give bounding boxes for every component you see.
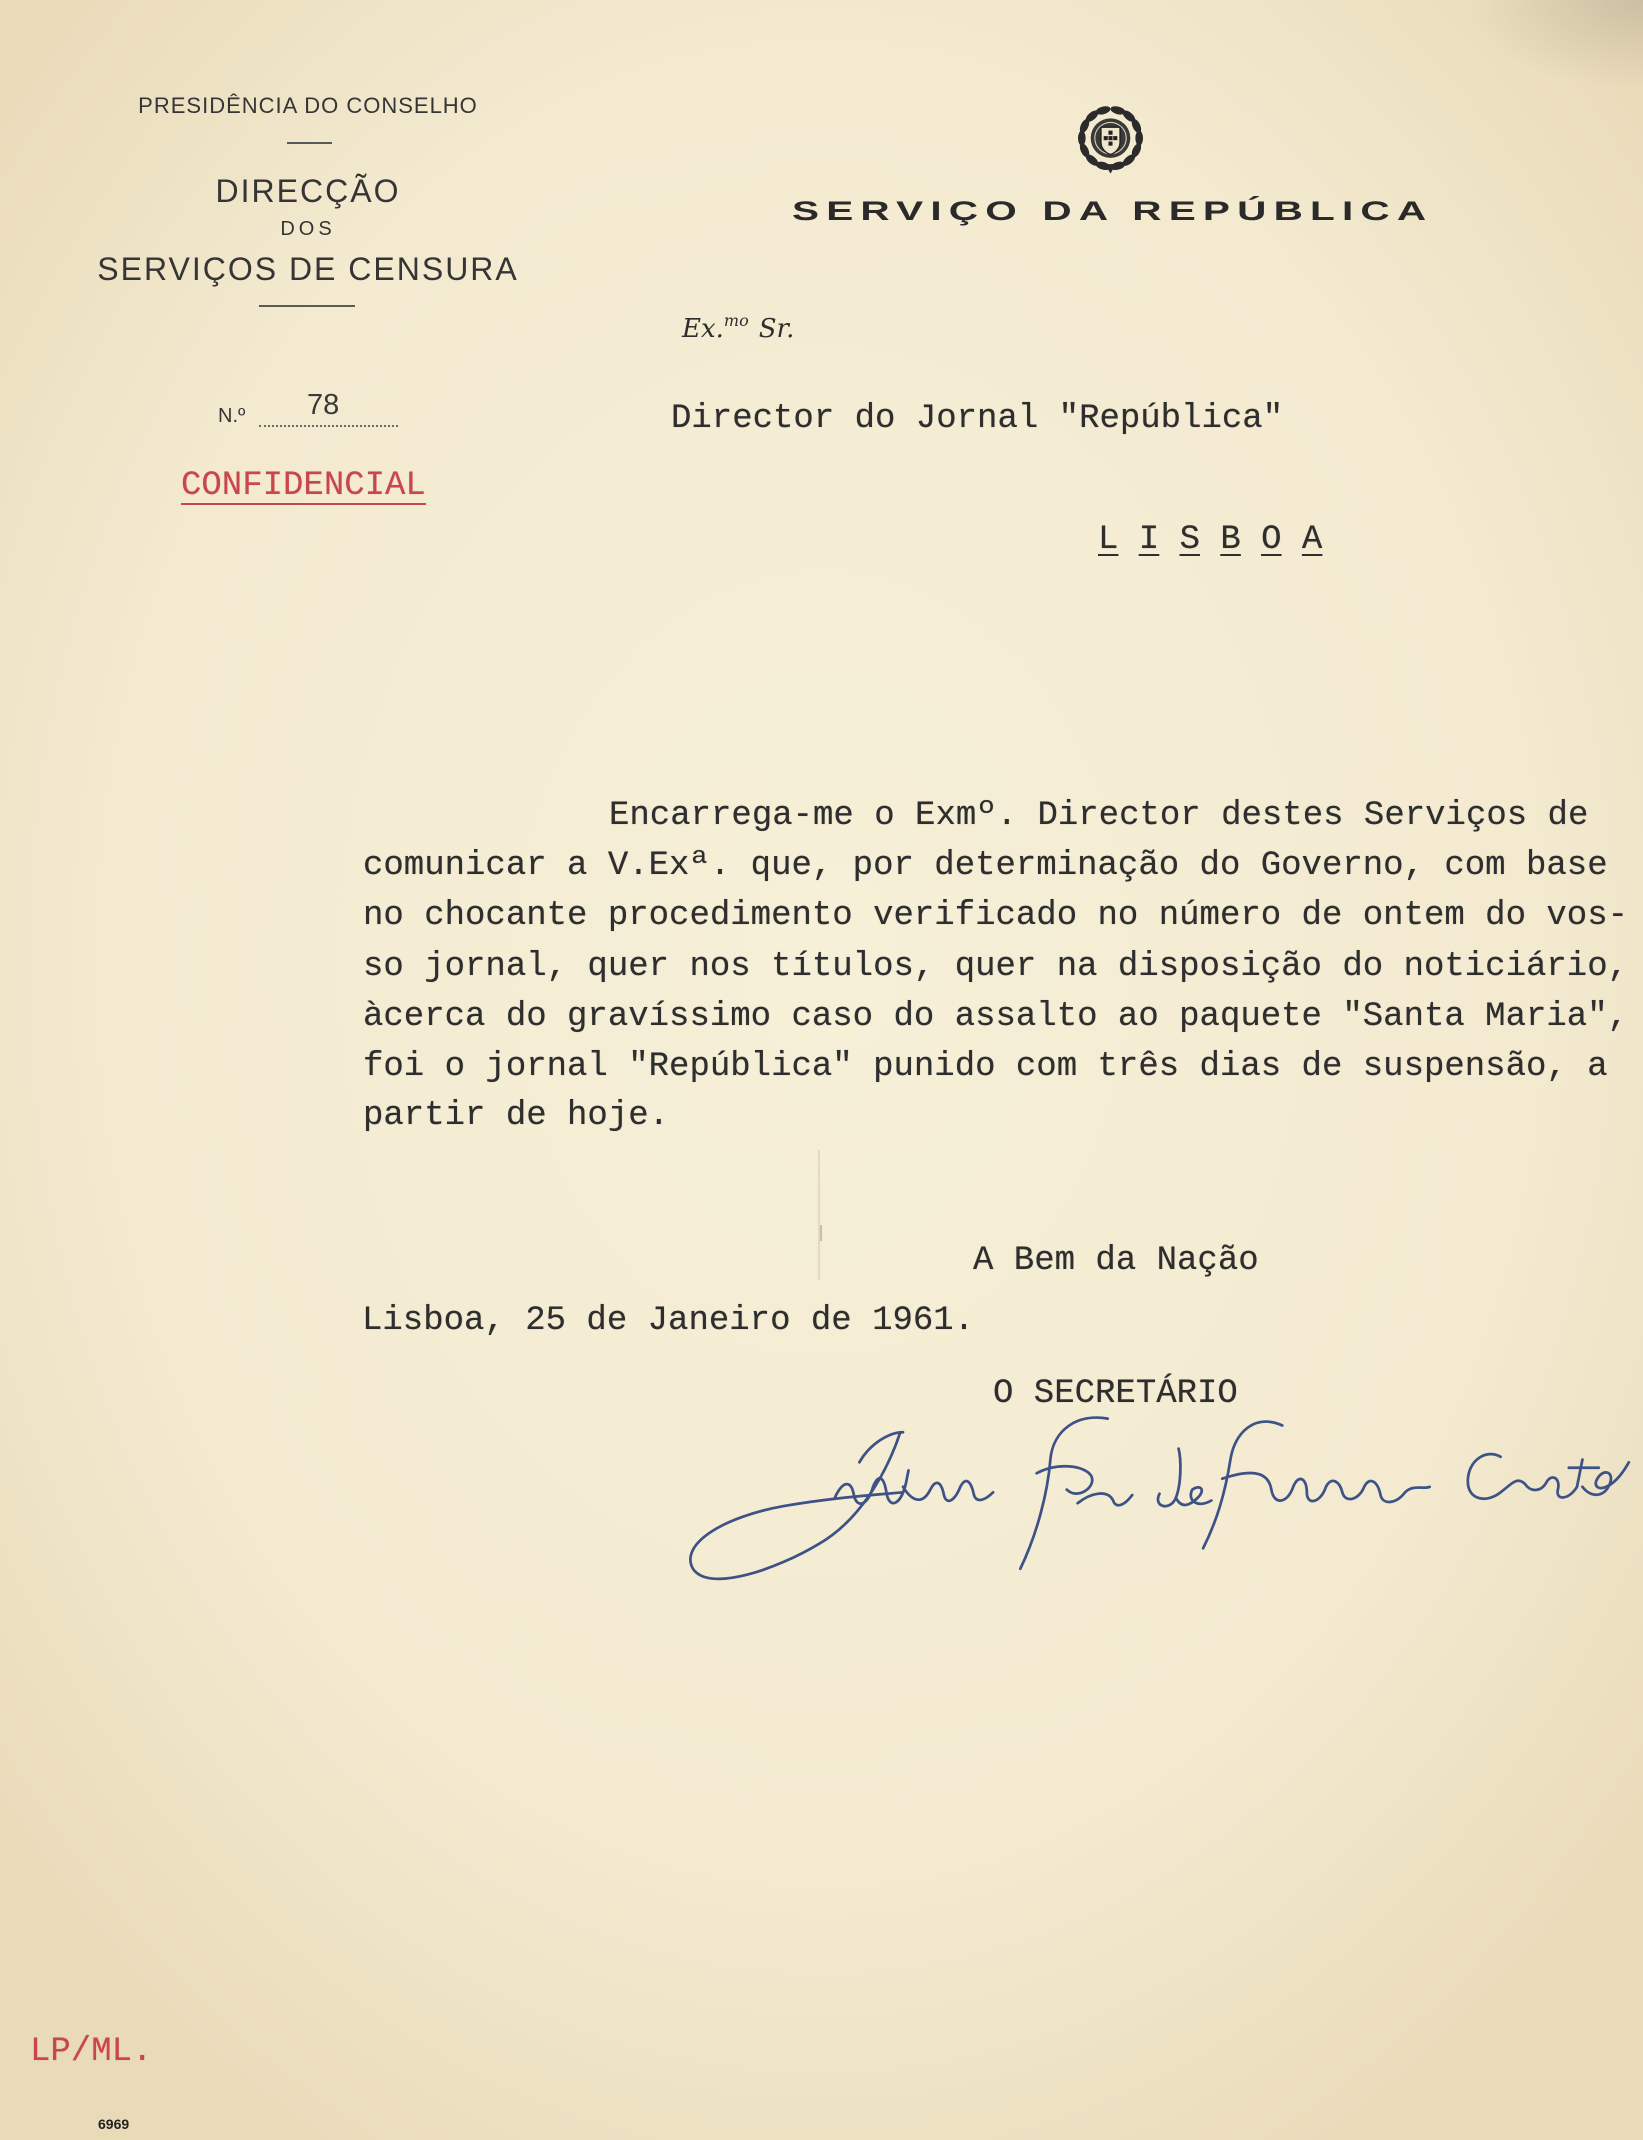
signature-stroke (690, 1432, 903, 1579)
emblem-quina (1108, 136, 1112, 140)
emblem-quina (1113, 136, 1117, 140)
signature-stroke (1203, 1422, 1429, 1549)
reference-number-value: 78 (307, 389, 340, 421)
print-code: 6969 (98, 2116, 130, 2132)
signature-stroke (1468, 1454, 1629, 1499)
salutation-superscript: mo (723, 311, 749, 330)
signature-stroke (859, 1432, 903, 1462)
body-line: Encarrega-me o Exmº. Director destes Serviços de (609, 797, 1589, 835)
city-letter: S (1179, 521, 1200, 559)
letterhead-divider-bottom (259, 305, 355, 307)
city-letter: L (1098, 521, 1119, 559)
signature-ink (690, 1418, 1628, 1579)
city-letter: A (1301, 521, 1323, 559)
closing-motto: A Bem da Nação (973, 1242, 1259, 1280)
signature-stroke (1020, 1418, 1132, 1569)
addressee-name: Director do Jornal "República" (671, 400, 1284, 438)
salutation-prefix: Ex. (682, 314, 724, 344)
confidential-stamp: CONFIDENCIAL (181, 467, 426, 505)
date-line: Lisboa, 25 de Janeiro de 1961. (362, 1302, 975, 1340)
signature-stroke (1158, 1449, 1211, 1507)
paper-fold-mark (820, 1225, 822, 1241)
body-line: no chocante procedimento verificado no número de ontem do vos- (363, 897, 1629, 935)
salutation (682, 311, 795, 344)
typist-initials: LP/ML. (30, 2033, 153, 2071)
letterhead-direccao: DIRECÇÃO (215, 173, 401, 209)
paper-fold-mark (818, 1150, 820, 1280)
reference-number-label: N.º (218, 405, 246, 427)
body-line: so jornal, quer nos títulos, quer na disposição do noticiário, (363, 948, 1629, 986)
letterhead-servicos-censura: SERVIÇOS DE CENSURA (97, 251, 519, 287)
city-letter: O (1261, 521, 1282, 559)
emblem-quina (1108, 142, 1112, 146)
secretary-signature (682, 1405, 1637, 1596)
salutation-suffix: Sr. (758, 314, 795, 344)
body-line: comunicar a V.Exª. que, por determinação do Governo, com base (363, 847, 1608, 885)
letterhead-dos: DOS (280, 218, 336, 240)
body-line: àcerca do gravíssimo caso do assalto ao paquete "Santa Maria", (363, 998, 1629, 1036)
reference-number-dotted-line (259, 425, 398, 427)
emblem-quina (1104, 136, 1108, 140)
emblem-quina (1108, 131, 1112, 135)
city-letter: B (1220, 521, 1241, 559)
body-line: foi o jornal "República" punido com três dias de suspensão, a (363, 1048, 1608, 1086)
addressee-city (1098, 523, 1322, 557)
letterhead-presidencia: PRESIDÊNCIA DO CONSELHO (138, 93, 478, 118)
city-letter: I (1138, 521, 1160, 559)
letterhead-department-block (40, 0, 576, 330)
letterhead-title: SERVIÇO DA REPÚBLICA (792, 196, 1434, 226)
letterhead-divider-top (287, 142, 332, 144)
body-line: partir de hoje. (363, 1097, 670, 1135)
coat-of-arms-icon (1064, 104, 1157, 175)
signature-stroke (835, 1470, 993, 1503)
signatory-title: O SECRETÁRIO (993, 1375, 1238, 1413)
